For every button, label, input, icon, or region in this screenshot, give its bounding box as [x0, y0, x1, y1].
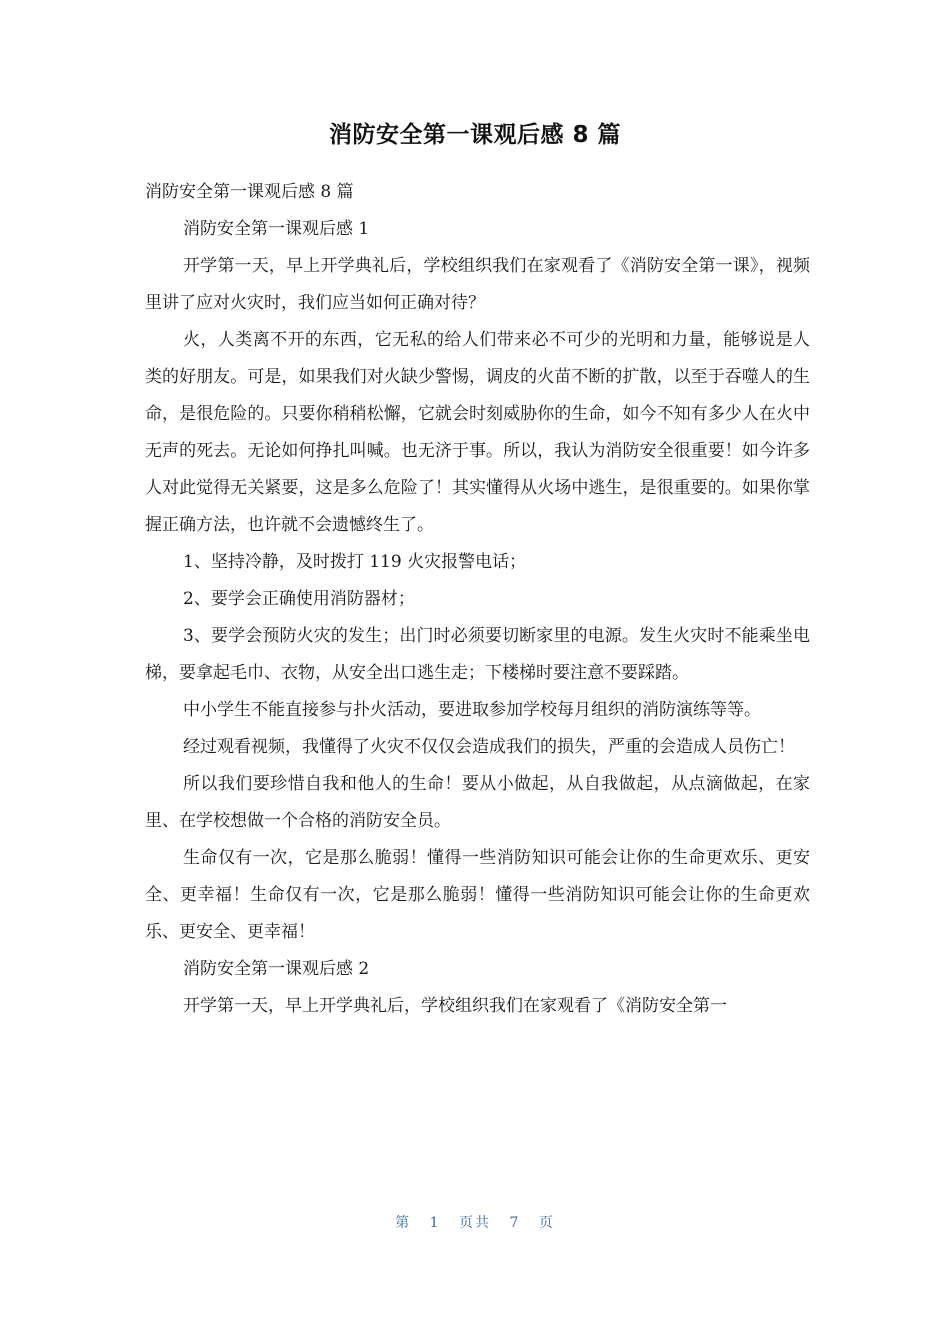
page-footer — [0, 1212, 950, 1232]
paragraph: 开学第一天，早上开学典礼后，学校组织我们在家观看了《消防安全第一 — [183, 996, 727, 1016]
footer-total-pages: 7 — [509, 1215, 521, 1231]
footer-label-of: 页共 — [459, 1215, 491, 1231]
paragraph: 开学第一天，早上开学典礼后，学校组织我们在家观看了《消防安全第一课》，视频里讲了应对火灾时，我们应当如何正确对待？ — [145, 256, 810, 313]
paragraph: 火，人类离不开的东西，它无私的给人们带来必不可少的光明和力量，能够说是人类的好朋友。可是，如果我们对火缺少警惕，调皮的火苗不断的扩散，以至于吞噬人的生命，是很危险的。只要你稍稍松懈，它就会时刻威胁你的生命，如今不知有多少人在火中无声的死去。无论如何挣扎叫喊。也无济于事。所以，我认为消防安全很重要！如今许多人对此觉得无关紧要，这是多么危险了！其实懂得从火场中逃生，是很重要的。如果你掌握正确方法，也许就不会遗憾终生了。 — [145, 330, 810, 535]
paragraph: 生命仅有一次，它是那么脆弱！懂得一些消防知识可能会让你的生命更欢乐、更安全、更幸福！生命仅有一次，它是那么脆弱！懂得一些消防知识可能会让你的生命更欢乐、更安全、更幸福！ — [145, 848, 810, 942]
footer-current-page: 1 — [429, 1215, 441, 1231]
section-heading-2: 消防安全第一课观后感 2 — [183, 959, 370, 979]
document-body — [145, 174, 810, 1025]
document-title: 消防安全第一课观后感 8 篇 — [328, 122, 622, 148]
list-item: 2、要学会正确使用消防器材； — [183, 589, 415, 609]
paragraph: 经过观看视频，我懂得了火灾不仅仅会造成我们的损失，严重的会造成人员伤亡！ — [183, 737, 795, 757]
list-item: 3、要学会预防火灾的发生；出门时必须要切断家里的电源。发生火灾时不能乘坐电梯，要拿起毛巾、衣物，从安全出口逃生走；下楼梯时要注意不要踩踏。 — [145, 626, 810, 683]
list-item: 1、坚持冷静，及时拨打 119 火灾报警电话； — [183, 552, 527, 572]
footer-label-end: 页 — [538, 1215, 555, 1231]
paragraph: 中小学生不能直接参与扑火活动，要进取参加学校每月组织的消防演练等等。 — [183, 700, 761, 720]
paragraph-heading: 消防安全第一课观后感 8 篇 — [145, 182, 354, 202]
section-heading-1: 消防安全第一课观后感 1 — [183, 219, 370, 239]
footer-label-page: 第 — [395, 1215, 412, 1231]
paragraph: 所以我们要珍惜自我和他人的生命！要从小做起，从自我做起，从点滴做起，在家里、在学校想做一个合格的消防安全员。 — [145, 774, 810, 831]
